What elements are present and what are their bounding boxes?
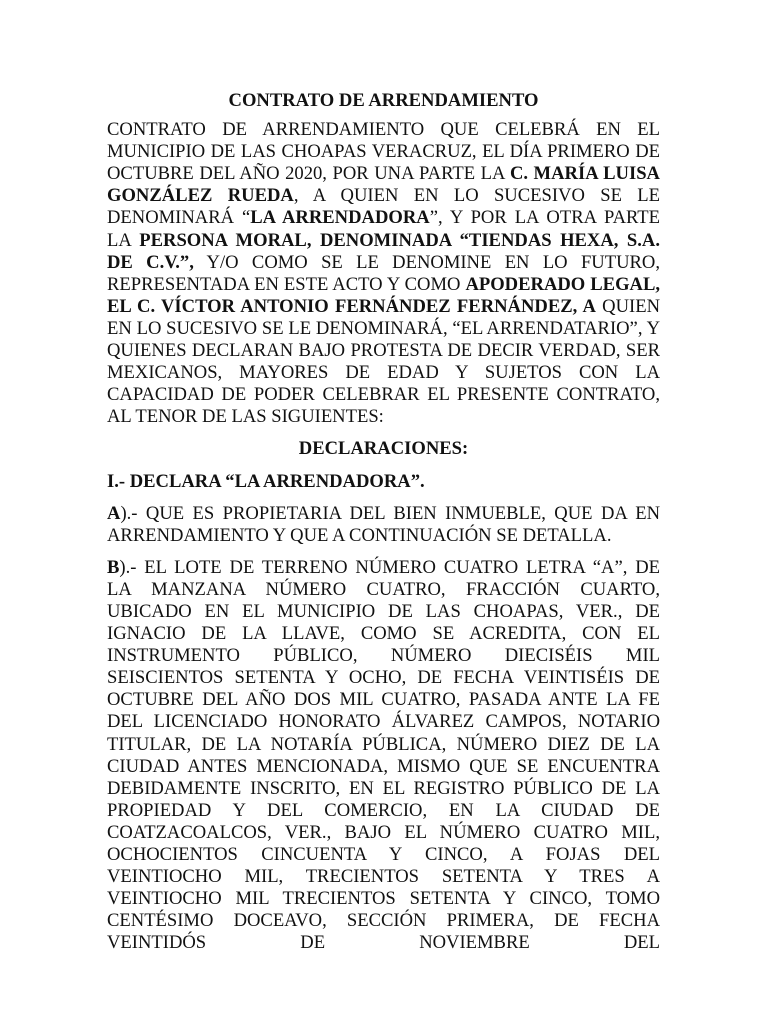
arrendadora-name: C. MARÍA LUISA GONZÁLEZ RUEDA <box>107 163 660 207</box>
intro-paragraph <box>107 119 660 428</box>
item-a-text: ).- QUE ES PROPIETARIA DEL BIEN INMUEBLE, QUE DA EN ARRENDAMIENTO Y QUE A CONTINUACIÓN SE DETALLA. <box>107 502 660 546</box>
document-body <box>107 90 660 954</box>
arrendadora-label: LA ARRENDADORA <box>250 207 430 229</box>
apoderado-legal-name: APODERADO LEGAL, EL C. VÍCTOR ANTONIO FERNÁNDEZ FERNÁNDEZ, A <box>107 273 661 317</box>
page-title: CONTRATO DE ARRENDAMIENTO <box>228 90 539 111</box>
item-b-text: ).- EL LOTE DE TERRENO NÚMERO CUATRO LETRA “A”, DE LA MANZANA NÚMERO CUATRO, FRACCIÓN CUARTO, UBICADO EN EL MUNICIPIO DE LAS CHOAPAS, VER., DE IGNACIO DE LA LLAVE, COMO SE ACREDITA, CON EL INSTRUMENTO PÚBLICO, NÚMERO DIECISÉIS MIL SEISCIENTOS SETENTA Y OCHO, DE FECHA VEINTISÉIS DE OCTUBRE DEL AÑO DOS MIL CUATRO, PASADA ANTE LA FE DEL LICENCIADO HONORATO ÁLVAREZ CAMPOS, NOTARIO TITULAR, DE LA NOTARÍA PÚBLICA, NÚMERO DIEZ DE LA CIUDAD ANTES MENCIONADA, MISMO QUE SE ENCUENTRA DEBIDAMENTE INSCRITO, EN EL REGISTRO PÚBLICO DE LA PROPIEDAD Y DEL COMERCIO, EN LA CIUDAD DE COATZACOALCOS, VER., BAJO EL NÚMERO CUATRO MIL, OCHOCIENTOS CINCUENTA Y CINCO, A FOJAS DEL VEINTIOCHO MIL, TRECIENTOS SETENTA Y TRES A VEINTIOCHO MIL TRECIENTOS SETENTA Y CINCO, TOMO CENTÉSIMO DOCEAVO, SECCIÓN PRIMERA, DE FECHA VEINTIDÓS DE NOVIEMBRE DEL <box>107 556 660 954</box>
intro-text-4: Y/O COMO SE LE DENOMINE EN LO FUTURO, REPRESENTADA EN ESTE ACTO Y COMO <box>107 251 660 295</box>
persona-moral-name: PERSONA MORAL, DENOMINADA “TIENDAS HEXA, S.A. DE C.V.”, <box>107 229 660 273</box>
intro-text-1: CONTRATO DE ARRENDAMIENTO QUE CELEBRÁ EN EL MUNICIPIO DE LAS CHOAPAS VERACRUZ, EL DÍA PRIMERO DE OCTUBRE DEL AÑO 2020, POR UNA PARTE LA <box>107 119 660 185</box>
item-a-label: A <box>107 502 121 524</box>
item-b-paragraph <box>107 557 660 955</box>
section-i-heading: I.- DECLARA “LA ARRENDADORA”. <box>107 470 425 492</box>
item-a-paragraph <box>107 503 660 547</box>
declaraciones-heading: DECLARACIONES: <box>298 438 469 460</box>
intro-text-2: , A QUIEN EN LO SUCESIVO SE LE DENOMINARÁ “ <box>107 185 660 229</box>
intro-text-3: ”, Y POR LA OTRA PARTE LA <box>107 207 661 251</box>
item-b-label: B <box>107 556 120 578</box>
intro-text-5: QUIEN EN LO SUCESIVO SE LE DENOMINARÁ, “EL ARRENDATARIO”, Y QUIENES DECLARAN BAJO PROTESTA DE DECIR VERDAD, SER MEXICANOS, MAYORES DE EDAD Y SUJETOS CON LA CAPACIDAD DE PODER CELEBRAR EL PRESENTE CONTRATO, AL TENOR DE LAS SIGUIENTES: <box>107 295 660 428</box>
